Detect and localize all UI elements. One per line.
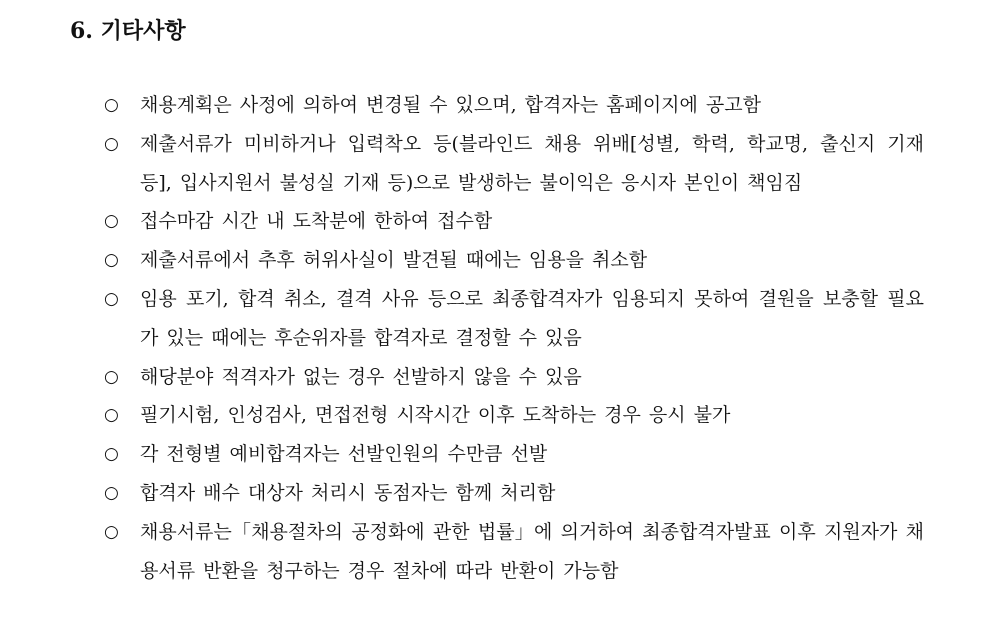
circle-bullet-icon: ○ bbox=[104, 95, 119, 115]
circle-bullet-icon: ○ bbox=[104, 211, 119, 232]
circle-bullet-icon: ○ bbox=[104, 521, 119, 542]
circle-bullet-icon: ○ bbox=[104, 133, 119, 154]
circle-bullet-icon: ○ bbox=[104, 482, 119, 503]
list-item-9 bbox=[104, 474, 924, 513]
list-item-text: 채용서류는「채용절차의 공정화에 관한 법률」에 의거하여 최종합격자발표 이후 지원자가 채용서류 반환을 청구하는 경우 절차에 따라 반환이 가능함 bbox=[140, 520, 924, 582]
list-item-text: 채용계획은 사정에 의하여 변경될 수 있으며, 합격자는 홈페이지에 공고함 bbox=[140, 94, 761, 116]
list-item-text: 해당분야 적격자가 없는 경우 선발하지 않을 수 있음 bbox=[140, 365, 582, 388]
list-item-10 bbox=[104, 513, 924, 591]
list-item-text: 제출서류에서 추후 허위사실이 발견될 때에는 임용을 취소함 bbox=[140, 249, 648, 272]
list-item-text: 제출서류가 미비하거나 입력착오 등(블라인드 채용 위배[성별, 학력, 학교명, 출신지 기재 등], 입사지원서 불성실 기재 등)으로 발생하는 불이익은 응시자 본인이 책임짐 bbox=[140, 132, 924, 194]
list-item-5 bbox=[104, 280, 924, 358]
circle-bullet-icon: ○ bbox=[104, 444, 119, 465]
circle-bullet-icon: ○ bbox=[104, 405, 119, 426]
list-item-text: 접수마감 시간 내 도착분에 한하여 접수함 bbox=[140, 210, 493, 233]
circle-bullet-icon: ○ bbox=[104, 288, 119, 309]
notice-list bbox=[104, 86, 924, 590]
list-item-4 bbox=[104, 241, 924, 280]
section-title: 기타사항 bbox=[100, 18, 186, 44]
circle-bullet-icon: ○ bbox=[104, 366, 119, 387]
section-heading bbox=[70, 14, 186, 48]
list-item-6 bbox=[104, 358, 924, 397]
list-item-text: 임용 포기, 합격 취소, 결격 사유 등으로 최종합격자가 임용되지 못하여 결원을 보충할 필요가 있는 때에는 후순위자를 합격자로 결정할 수 있음 bbox=[140, 287, 924, 349]
list-item-text: 각 전형별 예비합격자는 선발인원의 수만큼 선발 bbox=[140, 443, 548, 466]
section-number: 6. bbox=[70, 18, 93, 44]
list-item-text: 필기시험, 인성검사, 면접전형 시작시간 이후 도착하는 경우 응시 불가 bbox=[140, 404, 731, 427]
list-item-3 bbox=[104, 202, 924, 241]
list-item-1 bbox=[104, 86, 924, 125]
list-item-2 bbox=[104, 125, 924, 203]
list-item-8 bbox=[104, 435, 924, 474]
list-item-text: 합격자 배수 대상자 처리시 동점자는 함께 처리함 bbox=[140, 481, 556, 504]
list-item-7 bbox=[104, 396, 924, 435]
circle-bullet-icon: ○ bbox=[104, 250, 119, 271]
